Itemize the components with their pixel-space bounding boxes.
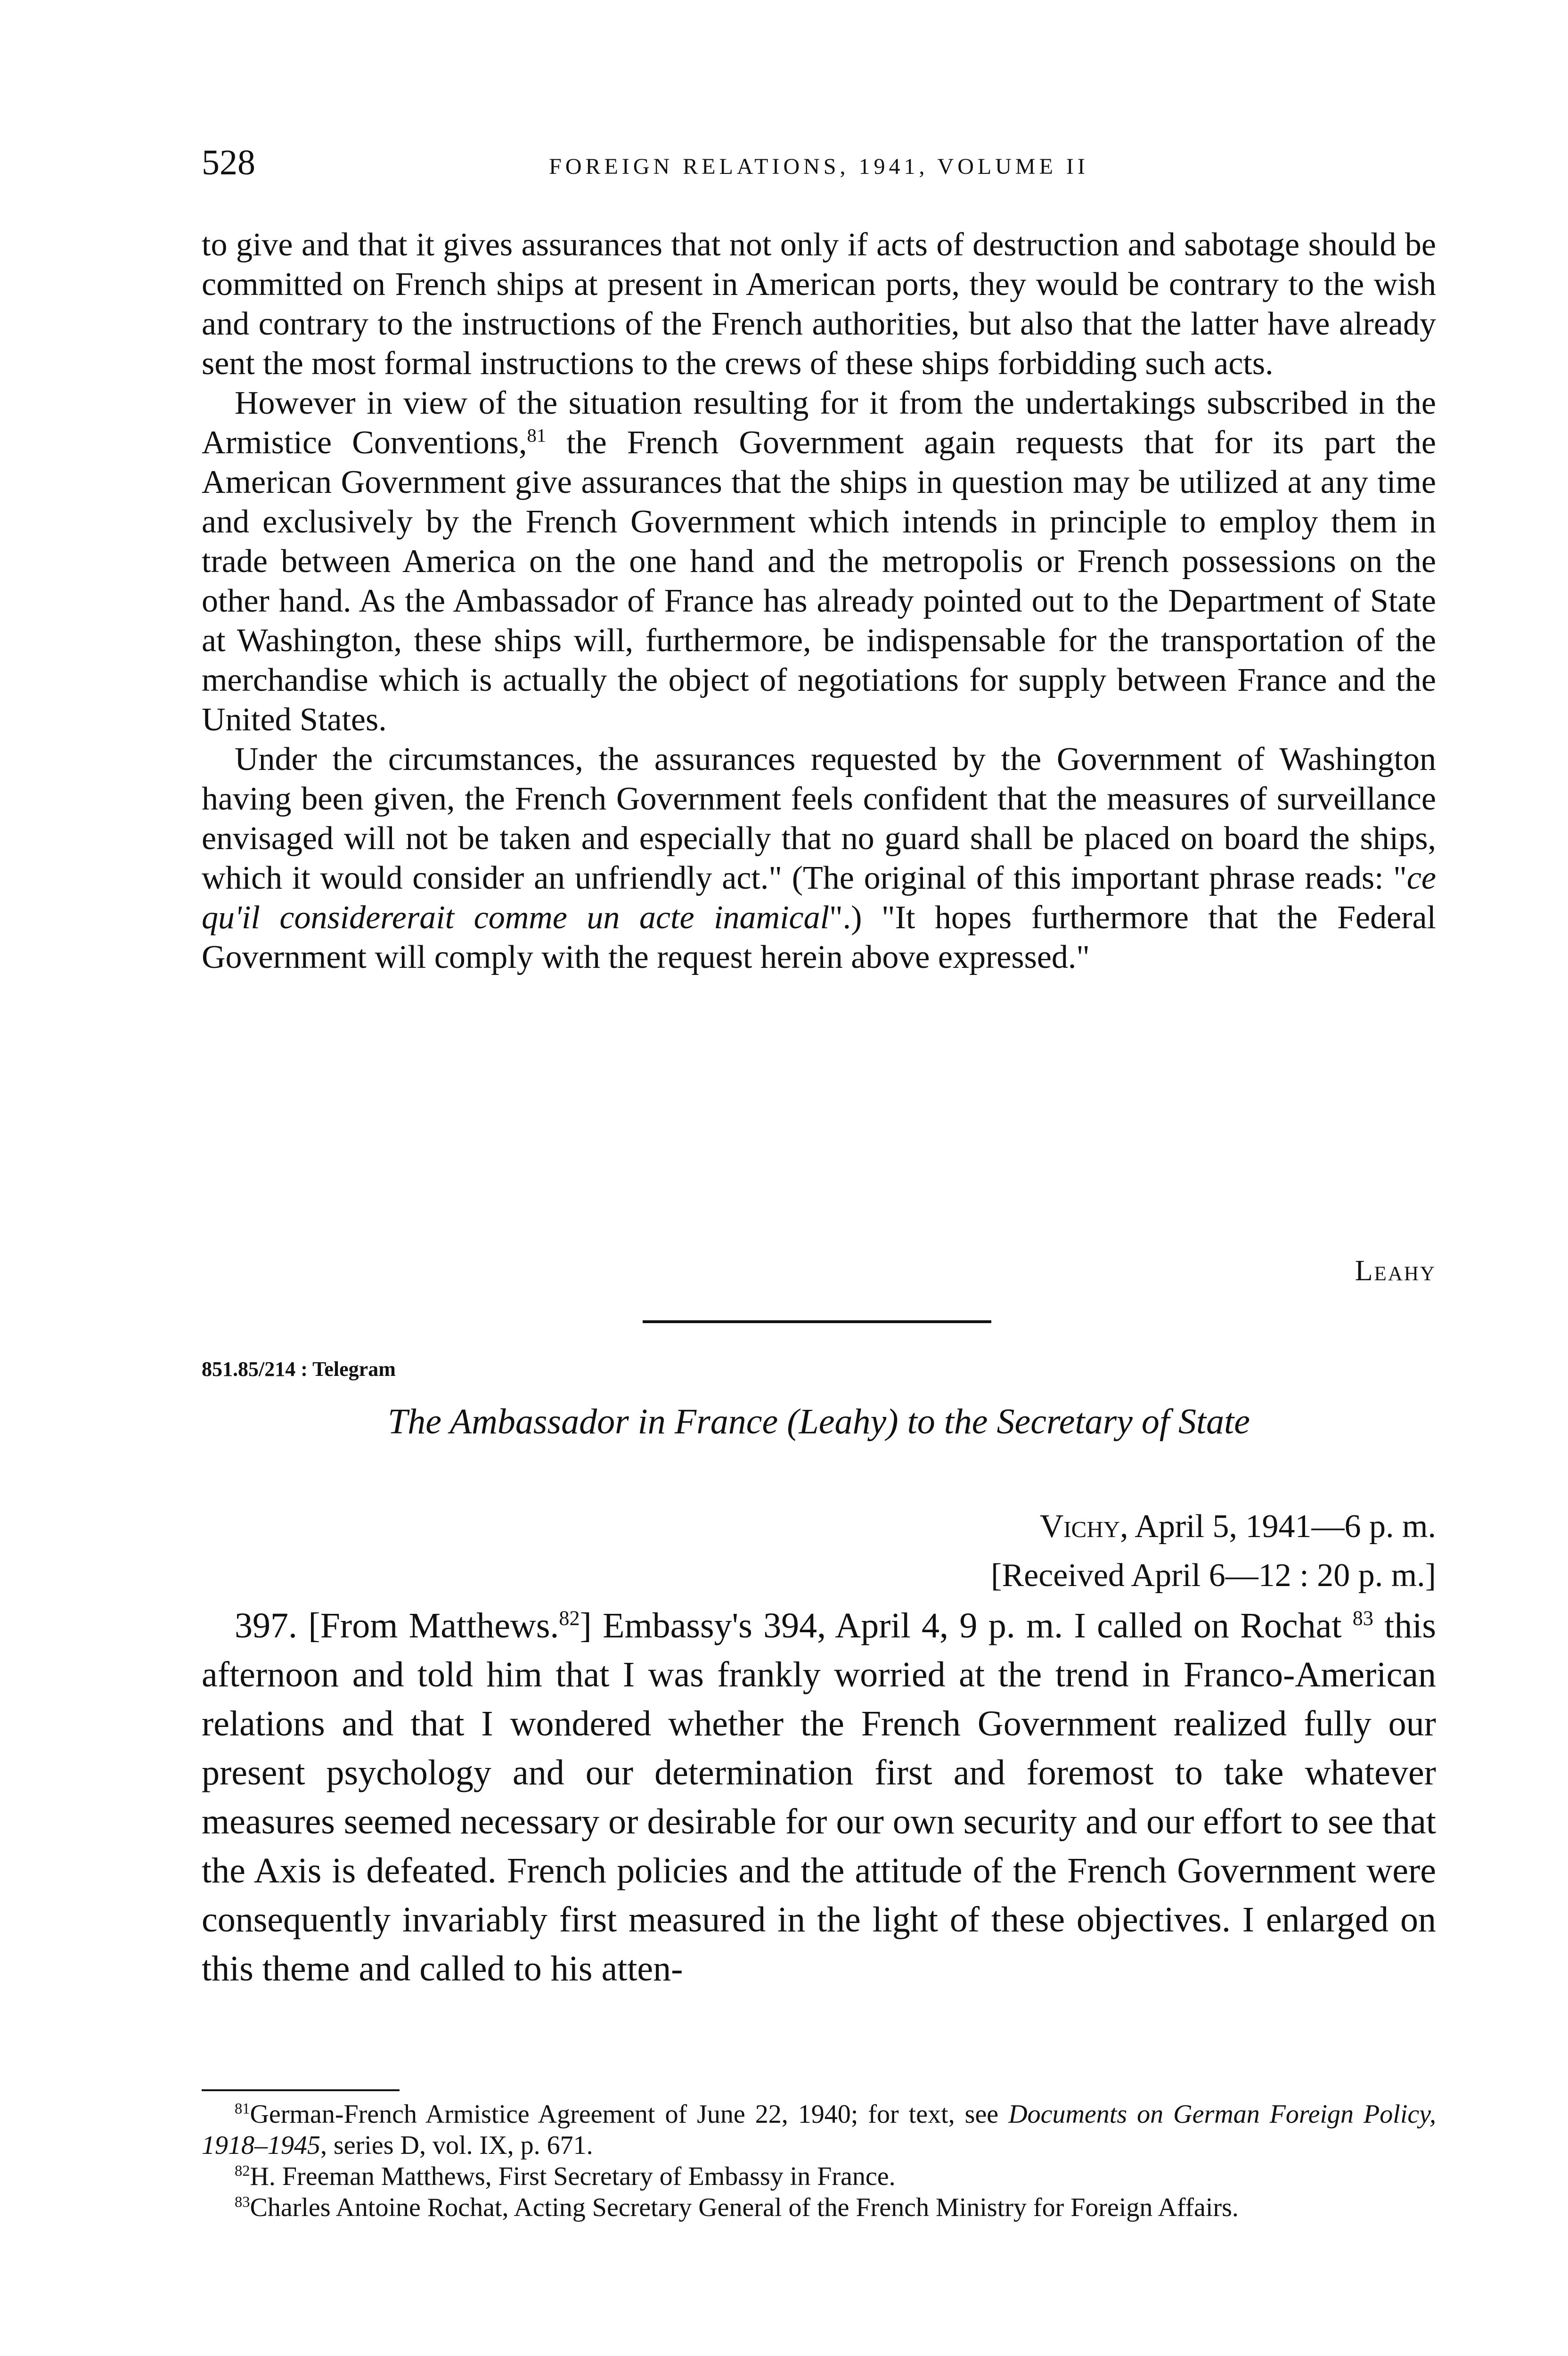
telegram-paragraph: 397. [From Matthews.$^{82}$] Embassy's 394, April 4, 9 p. m. I called on Rochat $^{83}$ this afternoon and told him that I was frankly worried at the trend in Franco-American relations and that I wondered whether the French Government realized fully our present psychology and our determination first and foremost to take whatever measures seemed necessary or desirable for our own security and our effort to see that the Axis is defeated. French policies and the attitude of the French Government were consequently invariably first measured in the light of these objectives. I enlarged on this theme and called to his atten- [202, 1606, 1437, 1988]
file-number: 851.85/214 : Telegram [202, 1358, 396, 1381]
running-title: FOREIGN RELATIONS, 1941, VOLUME II [549, 154, 1089, 179]
paragraph-3: Under the circumstances, the assurances requested by the Government of Washington having been given, the French Government feels confident that the measures of surveillance envisaged will not be taken and especially that no guard shall be placed on board the ships, which it would consider an unfriendly act." (The original of this important phrase reads: "ce qu'il considererait comme un acte inamical".) "It hopes furthermore that the Federal Government will comply with the request herein above expressed." [202, 741, 1437, 975]
letter-continuation [202, 225, 1436, 977]
footnote-ref-83: 83 [1352, 1606, 1373, 1630]
page-number: 528 [202, 143, 255, 182]
footnote-81: $^{81}$German-French Armistice Agreement of June 22, 1940; for text, see Documents on German Foreign Policy, 1918–1945, series D, vol. IX, p. 671. [202, 2100, 1437, 2160]
paragraph-2: However in view of the situation resulting for it from the undertakings subscribed in the Armistice Conventions,$^{81}$ the French Government again requests that for its part the American Government give assurances that the ships in question may be utilized at any time and exclusively by the French Government which intends in principle to employ them in trade between America on the one hand and the metropolis or French possessions on the other hand. As the Ambassador of France has already pointed out to the Department of State at Washington, these ships will, furthermore, be indispensable for the transportation of the merchandise which is actually the object of negotiations for supply between France and the United States. [202, 385, 1436, 738]
dateline [991, 1502, 1436, 1600]
footnote-83: $^{83}$Charles Antoine Rochat, Acting Secretary General of the French Ministry for Foreign Affairs. [235, 2193, 1239, 2222]
footnote-82: $^{82}$H. Freeman Matthews, First Secretary of Embassy in France. [235, 2162, 896, 2191]
date-received: [Received April 6—12 : 20 p. m.] [991, 1557, 1436, 1594]
page-header [202, 142, 1436, 199]
footnote-ref-82: 82 [559, 1606, 580, 1630]
footnote-rule [202, 2089, 400, 2091]
footnotes [202, 2099, 1436, 2223]
paragraph-1: to give and that it gives assurances that not only if acts of destruction and sabotage should be committed on French ships at present in American ports, they would be contrary to the wish and contrary to the instructions of the French authorities, but also that the latter have already sent the most formal instructions to the crews of these ships forbidding such acts. [202, 227, 1436, 382]
french-phrase: ce qu'il considererait comme un acte inamical [202, 860, 1436, 936]
footnote-ref-81: 81 [527, 425, 547, 446]
place-name: Vichy [1039, 1508, 1120, 1545]
telegram-body [202, 1601, 1436, 1993]
section-divider [643, 1320, 991, 1323]
date-sent: Vichy, April 5, 1941—6 p. m. [1039, 1508, 1436, 1545]
signature: Leahy [1355, 1255, 1436, 1287]
document-title: The Ambassador in France (Leahy) to the Secretary of State [387, 1402, 1250, 1441]
